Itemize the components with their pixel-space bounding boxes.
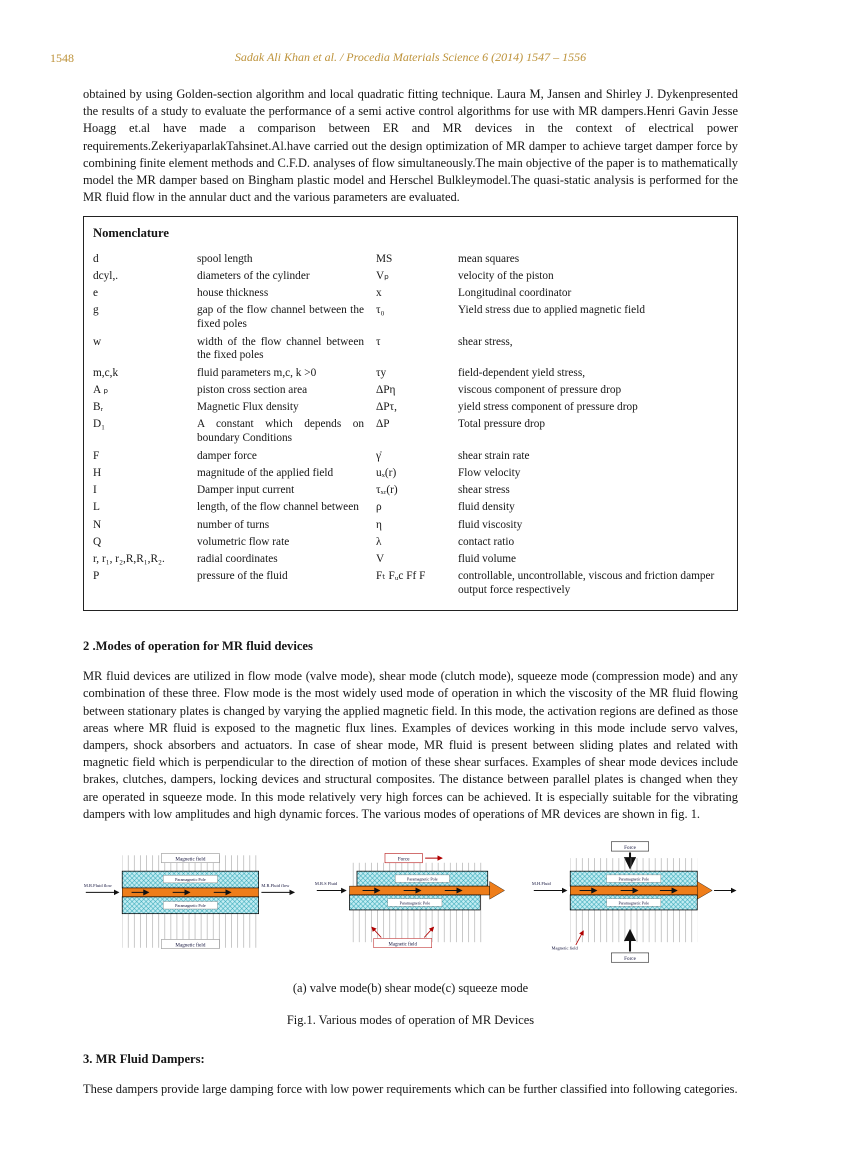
svg-text:Magnetic field: Magnetic field [175, 856, 206, 863]
nom-symbol: Fₜ Fᵤc Ff F [376, 570, 426, 583]
nom-symbol: λ [376, 535, 382, 548]
nom-symbol: d [93, 252, 99, 265]
nom-desc: shear strain rate [458, 449, 530, 462]
nom-symbol: g [93, 304, 99, 317]
figure-1 [83, 837, 738, 967]
running-head [50, 50, 738, 66]
nom-symbol: Vₚ [376, 269, 389, 282]
nom-desc: Yield stress due to applied magnetic field [458, 304, 645, 317]
nom-symbol: F [93, 449, 100, 462]
svg-text:Paramagnetic Pole: Paramagnetic Pole [399, 900, 430, 906]
upper-pole-label [395, 875, 449, 882]
svg-text:Paramagnetic Pole: Paramagnetic Pole [175, 903, 206, 909]
page-number: 1548 [50, 51, 74, 65]
nom-desc: magnitude of the applied field [197, 466, 334, 479]
nom-symbol: I [93, 484, 97, 497]
svg-text:Magnetic field: Magnetic field [551, 945, 578, 951]
nom-desc: radial coordinates [197, 553, 278, 566]
nom-symbol: D₁ [93, 418, 106, 431]
left-fluid-label: M.H.Fluid [531, 881, 551, 887]
nom-symbol: r, r₁, r₂,R,R₁,R₂. [93, 553, 165, 566]
nomenclature-table [93, 253, 727, 598]
nom-desc: field-dependent yield stress, [458, 366, 586, 379]
nom-symbol: ΔP [376, 418, 390, 431]
nom-desc: shear stress [458, 484, 510, 497]
lower-pole-label [606, 899, 660, 906]
nom-desc: shear stress, [458, 335, 513, 348]
nom-desc: volumetric flow rate [197, 535, 290, 548]
nom-symbol: V [376, 553, 385, 566]
upper-pole-label [606, 875, 660, 882]
svg-text:Paramagnetic Pole: Paramagnetic Pole [406, 876, 438, 882]
top-magnetic-field-label [161, 854, 219, 863]
squeeze-mode-diagram [531, 837, 738, 967]
nom-symbol: L [93, 501, 100, 514]
nom-desc: piston cross section area [197, 383, 308, 396]
nom-desc: fluid density [458, 501, 515, 514]
nom-symbol: N [93, 518, 102, 531]
nom-desc: viscous component of pressure drop [458, 383, 622, 396]
nom-desc: Longitudinal coordinator [458, 287, 572, 300]
nom-symbol: τ₀ [376, 304, 385, 317]
nom-symbol: ΔPτ, [376, 401, 397, 414]
nom-desc: spool length [197, 252, 253, 265]
nom-symbol: P [93, 570, 100, 583]
nom-symbol: dcyl,. [93, 269, 119, 282]
nom-symbol: uₓ(r) [376, 466, 397, 479]
nom-symbol: ΔPη [376, 383, 396, 396]
nom-desc: Flow velocity [458, 466, 521, 479]
section-2-paragraph: MR fluid devices are utilized in flow mode (valve mode), shear mode (clutch mode), squeeze mode (compression mode) and any combination of these three. Flow mode is the most widely used mode of operation in which the viscosity of the MR fluid flowing between stationary plates is changed by varying the applied magnetic field. In this mode, the activation regions are defined as those areas where MR fluid is exposed to the magnetic flux lines. Examples of devices working in this mode include servo valves, dampers, shock absorbers and actuators. In case of shear mode, MR fluid is present between sliding plates and related with magnetic field which is perpendicular to the direction of motion of these shear surfaces. Examples of shear mode devices include brakes, clutches, dampers, locking devices and structural composites. The distance between parallel plates is changed when they are operated in squeeze mode. In this mode relatively very high forces can be achieved. It is especially suitable for the vibrating dampers with low amplitudes and high dynamic forces. The various modes of operations of MR devices are shown in fig. 1. [83, 669, 738, 821]
nom-desc: width of the flow channel between the fixed poles [197, 335, 364, 362]
svg-text:Force: Force [397, 856, 410, 863]
nom-symbol: ρ [376, 501, 382, 514]
svg-text:Paramagnetic Pole: Paramagnetic Pole [618, 900, 649, 906]
nom-desc: Damper input current [197, 484, 295, 497]
nom-desc: fluid volume [458, 553, 517, 566]
left-fluid-label: M.R.S Fluid [314, 881, 337, 887]
nom-desc: house thickness [197, 287, 269, 300]
lower-pole-label [388, 899, 442, 906]
svg-text:Force: Force [623, 956, 636, 963]
section-2-heading: 2 .Modes of operation for MR fluid devices [83, 639, 313, 654]
section-3-heading: 3. MR Fluid Dampers: [83, 1052, 205, 1067]
nom-desc: velocity of the piston [458, 269, 554, 282]
nom-desc: pressure of the fluid [197, 570, 288, 583]
nom-symbol: MS [376, 252, 393, 265]
nom-symbol: e [93, 287, 99, 300]
nom-symbol: x [376, 287, 382, 300]
squeeze-flow-arrowhead [697, 882, 712, 900]
nomenclature-box [83, 216, 738, 611]
nom-desc: number of turns [197, 518, 270, 531]
nom-symbol: τ [376, 335, 381, 348]
nom-desc: A constant which depends on boundary Conditions [197, 418, 364, 445]
nom-desc: Total pressure drop [458, 418, 546, 431]
upper-pole-label [163, 876, 217, 883]
shear-flow-arrowhead [489, 882, 504, 900]
shear-mode-diagram [314, 849, 515, 955]
nom-symbol: Bᵣ [93, 401, 104, 414]
nom-symbol: Q [93, 535, 102, 548]
svg-text:Magnetic field: Magnetic field [175, 942, 206, 949]
modes-caption: (a) valve mode(b) shear mode(c) squeeze mode [292, 981, 529, 996]
force-label [385, 854, 442, 863]
nom-symbol: m,c,k [93, 366, 119, 379]
nom-desc: contact ratio [458, 535, 515, 548]
bottom-magnetic-field-label [161, 940, 219, 949]
nom-symbol: w [93, 335, 102, 348]
nom-desc: yield stress component of pressure drop [458, 401, 638, 414]
section-3-paragraph: These dampers provide large damping force with low power requirements which can be further classified into following categories. [83, 1082, 738, 1097]
nom-desc: damper force [197, 449, 257, 462]
right-flow-label: M.R.Fluid flow [261, 883, 290, 889]
svg-text:Force: Force [623, 844, 636, 851]
svg-text:Paramagnetic Pole: Paramagnetic Pole [618, 876, 649, 882]
lower-pole-label [163, 902, 217, 909]
nom-symbol: H [93, 466, 102, 479]
nomenclature-title: Nomenclature [93, 225, 170, 240]
nom-desc: gap of the flow channel between the fixed poles [197, 304, 364, 331]
left-flow-label: M.R.Fluid flow [83, 883, 112, 889]
nom-desc: mean squares [458, 252, 520, 265]
svg-text:Paramagnetic Pole: Paramagnetic Pole [175, 877, 206, 883]
intro-paragraph: obtained by using Golden-section algorithm and local quadratic fitting technique. Laura M, Jansen and Shirley J. Dykenpresented the results of a study to evaluate the performance of a semi active control algorithms for use with MR dampers.Henri Gavin Jesse Hoagg et.al have made a comparison between ER and MR devices in the context of electrical power requirements.ZekeriyaparlakTahsinet.Al.have carried out the design optimization of MR damper to achieve target damper force by combining finite element methods and C.F.D. analyses of flow simultaneously.The main objective of the paper is to mathematically model the MR damper based on Bingham plastic model and Herschel Bulkleymodel.The quasi-static analysis is performed for the MR fluid flow in the annular duct and the various parameters are evaluated. [83, 87, 738, 205]
nom-symbol: η [376, 518, 382, 531]
nom-desc: diameters of the cylinder [197, 269, 310, 282]
figure-caption: Fig.1. Various modes of operation of MR Devices [286, 1013, 535, 1028]
nom-desc: controllable, uncontrollable, viscous and friction damper output force respectively [458, 570, 715, 597]
nom-desc: Magnetic Flux density [197, 401, 299, 414]
nom-symbol: γ̇ [376, 449, 381, 462]
valve-mode-diagram [83, 849, 298, 955]
nom-desc: fluid viscosity [458, 518, 523, 531]
svg-text:Magnetic field: Magnetic field [388, 942, 417, 948]
nom-symbol: τy [376, 366, 387, 379]
nom-symbol: τₓᵣ(r) [376, 484, 398, 497]
nom-symbol: A ₚ [93, 383, 109, 396]
nom-desc: length, of the flow channel between [197, 501, 359, 514]
nom-desc: fluid parameters m,c, k >0 [197, 366, 317, 379]
journal-citation: Sadak Ali Khan et al. / Procedia Materials Science 6 (2014) 1547 – 1556 [234, 50, 587, 64]
